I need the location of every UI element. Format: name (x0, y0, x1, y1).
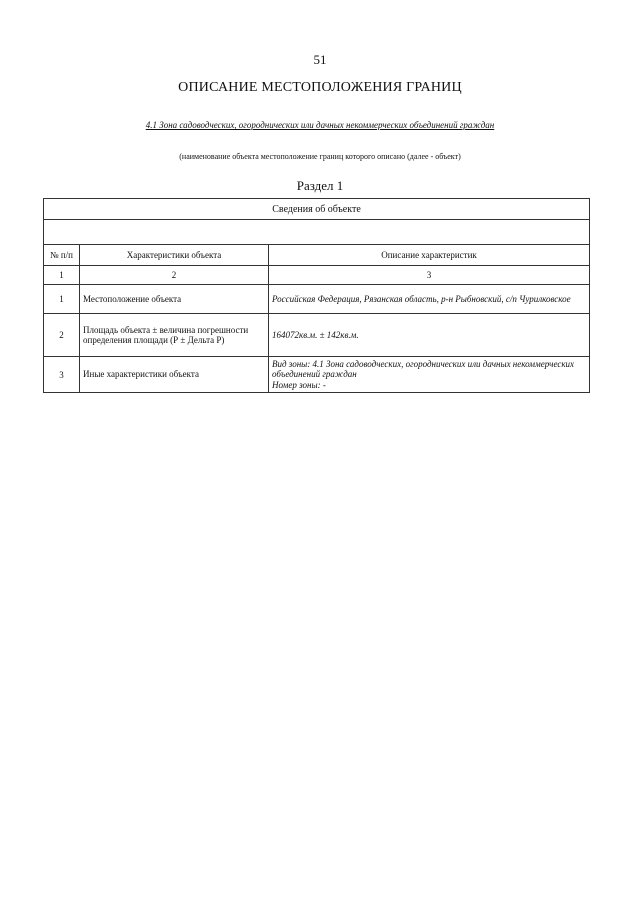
table-column-headers (44, 245, 590, 266)
row-number: 3 (44, 357, 80, 393)
table-blank-cell (44, 220, 590, 245)
column-header-description: Описание характеристик (269, 245, 590, 266)
table-row (44, 285, 590, 314)
column-number-2: 2 (80, 266, 269, 285)
table-row (44, 314, 590, 357)
zone-number-line: Номер зоны: - (272, 379, 326, 390)
zone-name: 4.1 Зона садоводческих, огороднических или дачных некоммерческих объединений граждан (145, 120, 495, 130)
row-characteristic: Местоположение объекта (80, 285, 269, 314)
table-header: Сведения об объекте (44, 199, 590, 220)
row-description (269, 357, 590, 393)
column-number-1: 1 (44, 266, 80, 285)
row-number: 2 (44, 314, 80, 357)
row-characteristic: Иные характеристики объекта (80, 357, 269, 393)
object-info-table (43, 198, 590, 393)
table-column-numbers (44, 266, 590, 285)
row-characteristic: Площадь объекта ± величина погрешности определения площади (Р ± Дельта Р) (80, 314, 269, 357)
section-title: Раздел 1 (296, 178, 344, 193)
page-number: 51 (313, 52, 327, 67)
row-description: Российская Федерация, Рязанская область, р-н Рыбновский, с/п Чурилковское (269, 285, 590, 314)
column-number-3: 3 (269, 266, 590, 285)
table-blank-row (44, 220, 590, 245)
table-header-row (44, 199, 590, 220)
column-header-number: № п/п (44, 245, 80, 266)
row-number: 1 (44, 285, 80, 314)
table-row (44, 357, 590, 393)
zone-name-caption: (наименование объекта местоположение границ которого описано (далее - объект) (179, 152, 461, 161)
row-description: 164072кв.м. ± 142кв.м. (269, 314, 590, 357)
document-title: ОПИСАНИЕ МЕСТОПОЛОЖЕНИЯ ГРАНИЦ (178, 80, 462, 95)
column-header-characteristic: Характеристики объекта (80, 245, 269, 266)
zone-type-line: Вид зоны: 4.1 Зона садоводческих, огороднических или дачных некоммерческих объединений граждан (272, 359, 575, 380)
